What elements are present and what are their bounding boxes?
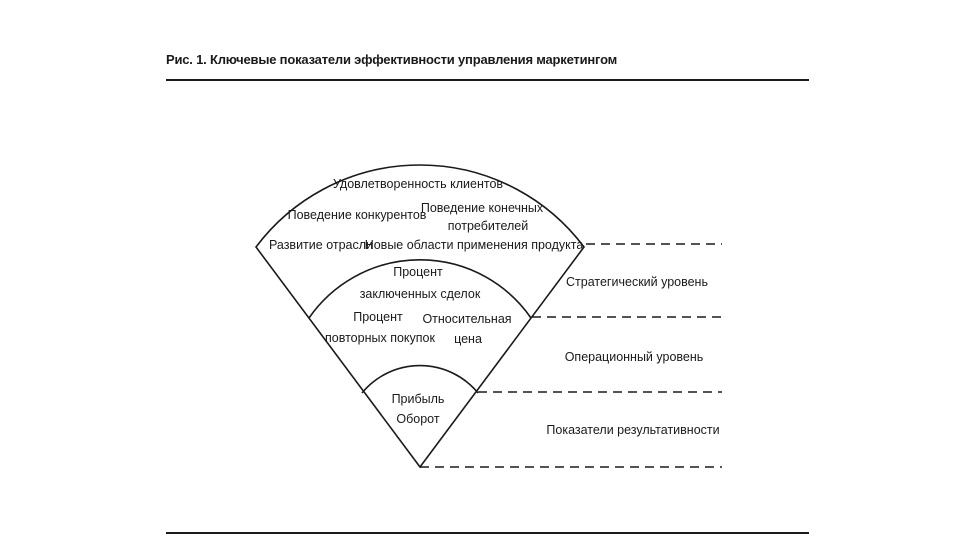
label-closed-deals-1: Процент: [393, 265, 443, 279]
label-consumer-behavior-1: Поведение конечных: [420, 201, 544, 215]
label-repeat-purchases-2: повторных покупок: [325, 331, 435, 345]
label-competitor-behavior: Поведение конкурентов: [287, 208, 427, 222]
label-turnover: Оборот: [396, 412, 440, 426]
label-profit: Прибыль: [391, 392, 445, 406]
label-consumer-behavior-2: потребителей: [447, 219, 529, 233]
label-closed-deals-2: заключенных сделок: [359, 287, 481, 301]
label-repeat-purchases-1: Процент: [353, 310, 403, 324]
label-industry-development: Развитие отрасли: [268, 238, 374, 252]
label-relative-price-2: цена: [454, 332, 482, 346]
label-relative-price-1: Относительная: [422, 312, 512, 326]
label-operational-level: Операционный уровень: [564, 350, 704, 364]
label-performance-indicators: Показатели результативности: [546, 423, 720, 437]
inner-arc: [362, 366, 478, 393]
label-new-applications: Новые области применения продукта: [364, 238, 584, 252]
label-customer-satisfaction: Удовлетворенность клиентов: [332, 177, 504, 191]
label-strategic-level: Стратегический уровень: [566, 275, 708, 289]
figure-title: Рис. 1. Ключевые показатели эффективности управления маркетингом: [166, 52, 618, 67]
